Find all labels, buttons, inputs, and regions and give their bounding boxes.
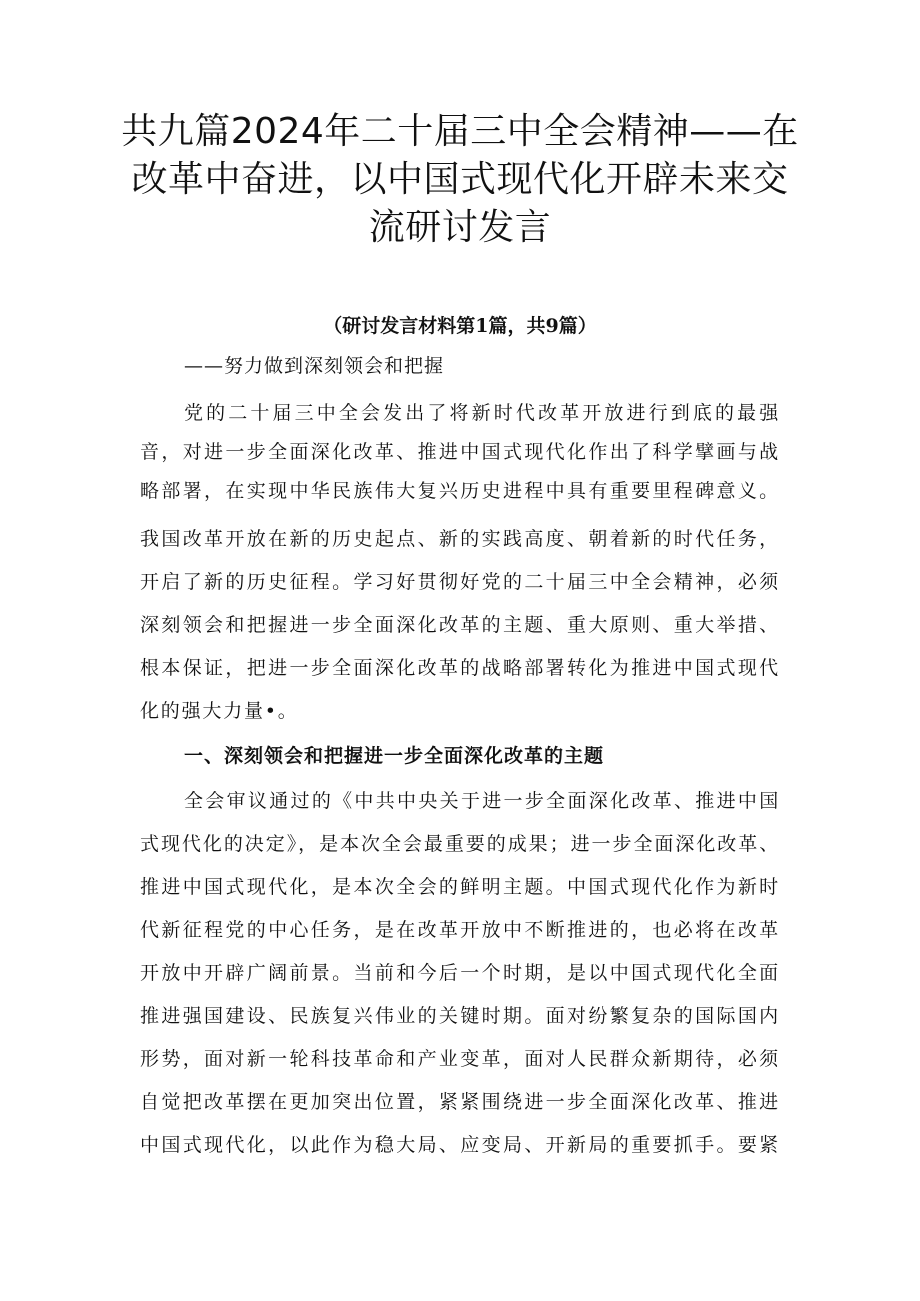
paragraph-2-line: 开放中开辟广阔前景。当前和今后一个时期，是以中国式现代化全面 xyxy=(140,962,780,984)
paragraph-2-line: 中国式现代化，以此作为稳大局、应变局、开新局的重要抓手。要紧 xyxy=(140,1134,780,1156)
paragraph-1-line: 略部署，在实现中华民族伟大复兴历史进程中具有重要里程碑意义。 xyxy=(140,480,780,502)
paragraph-2-line: 自觉把改革摆在更加突出位置，紧紧围绕进一步全面深化改革、推进 xyxy=(140,1091,780,1113)
document-title xyxy=(120,108,800,252)
paragraph-1-line: 开启了新的历史征程。学习好贯彻好党的二十届三中全会精神，必须 xyxy=(140,571,780,593)
paragraph-1-line: 音，对进一步全面深化改革、推进中国式现代化作出了科学擘画与战 xyxy=(140,441,780,463)
paragraph-2-line: 推进强国建设、民族复兴伟业的关键时期。面对纷繁复杂的国际国内 xyxy=(140,1005,780,1027)
title-line: 流研讨发言 xyxy=(368,207,552,248)
section-heading-1: 一、深刻领会和把握进一步全面深化改革的主题 xyxy=(184,745,605,767)
paragraph-1-line: 深刻领会和把握进一步全面深化改革的主题、重大原则、重大举措、 xyxy=(140,614,780,636)
document-subtitle: （研讨发言材料第1篇，共9篇） xyxy=(323,315,597,337)
paragraph-1-line: 党的二十届三中全会发出了将新时代改革开放进行到底的最强 xyxy=(184,402,780,424)
topic-line: ——努力做到深刻领会和把握 xyxy=(184,355,445,377)
paragraph-2-line: 式现代化的决定》，是本次全会最重要的成果；进一步全面深化改革、 xyxy=(140,833,780,855)
paragraph-2-line: 全会审议通过的《中共中央关于进一步全面深化改革、推进中国 xyxy=(184,790,780,812)
paragraph-1-line: 我国改革开放在新的历史起点、新的实践高度、朝着新的时代任务， xyxy=(140,528,780,550)
paragraph-1-line: 根本保证，把进一步全面深化改革的战略部署转化为推进中国式现代 xyxy=(140,657,780,679)
title-line: 共九篇2024年二十届三中全会精神——在 xyxy=(121,111,799,152)
paragraph-2-line: 推进中国式现代化，是本次全会的鲜明主题。中国式现代化作为新时 xyxy=(140,876,780,898)
title-line: 改革中奋进，以中国式现代化开辟未来交 xyxy=(131,159,789,200)
paragraph-2-line: 代新征程党的中心任务，是在改革开放中不断推进的，也必将在改革 xyxy=(140,919,780,941)
paragraph-2-line: 形势，面对新一轮科技革命和产业变革，面对人民群众新期待，必须 xyxy=(140,1048,780,1070)
paragraph-1-line: 化的强大力量•。 xyxy=(140,700,299,722)
